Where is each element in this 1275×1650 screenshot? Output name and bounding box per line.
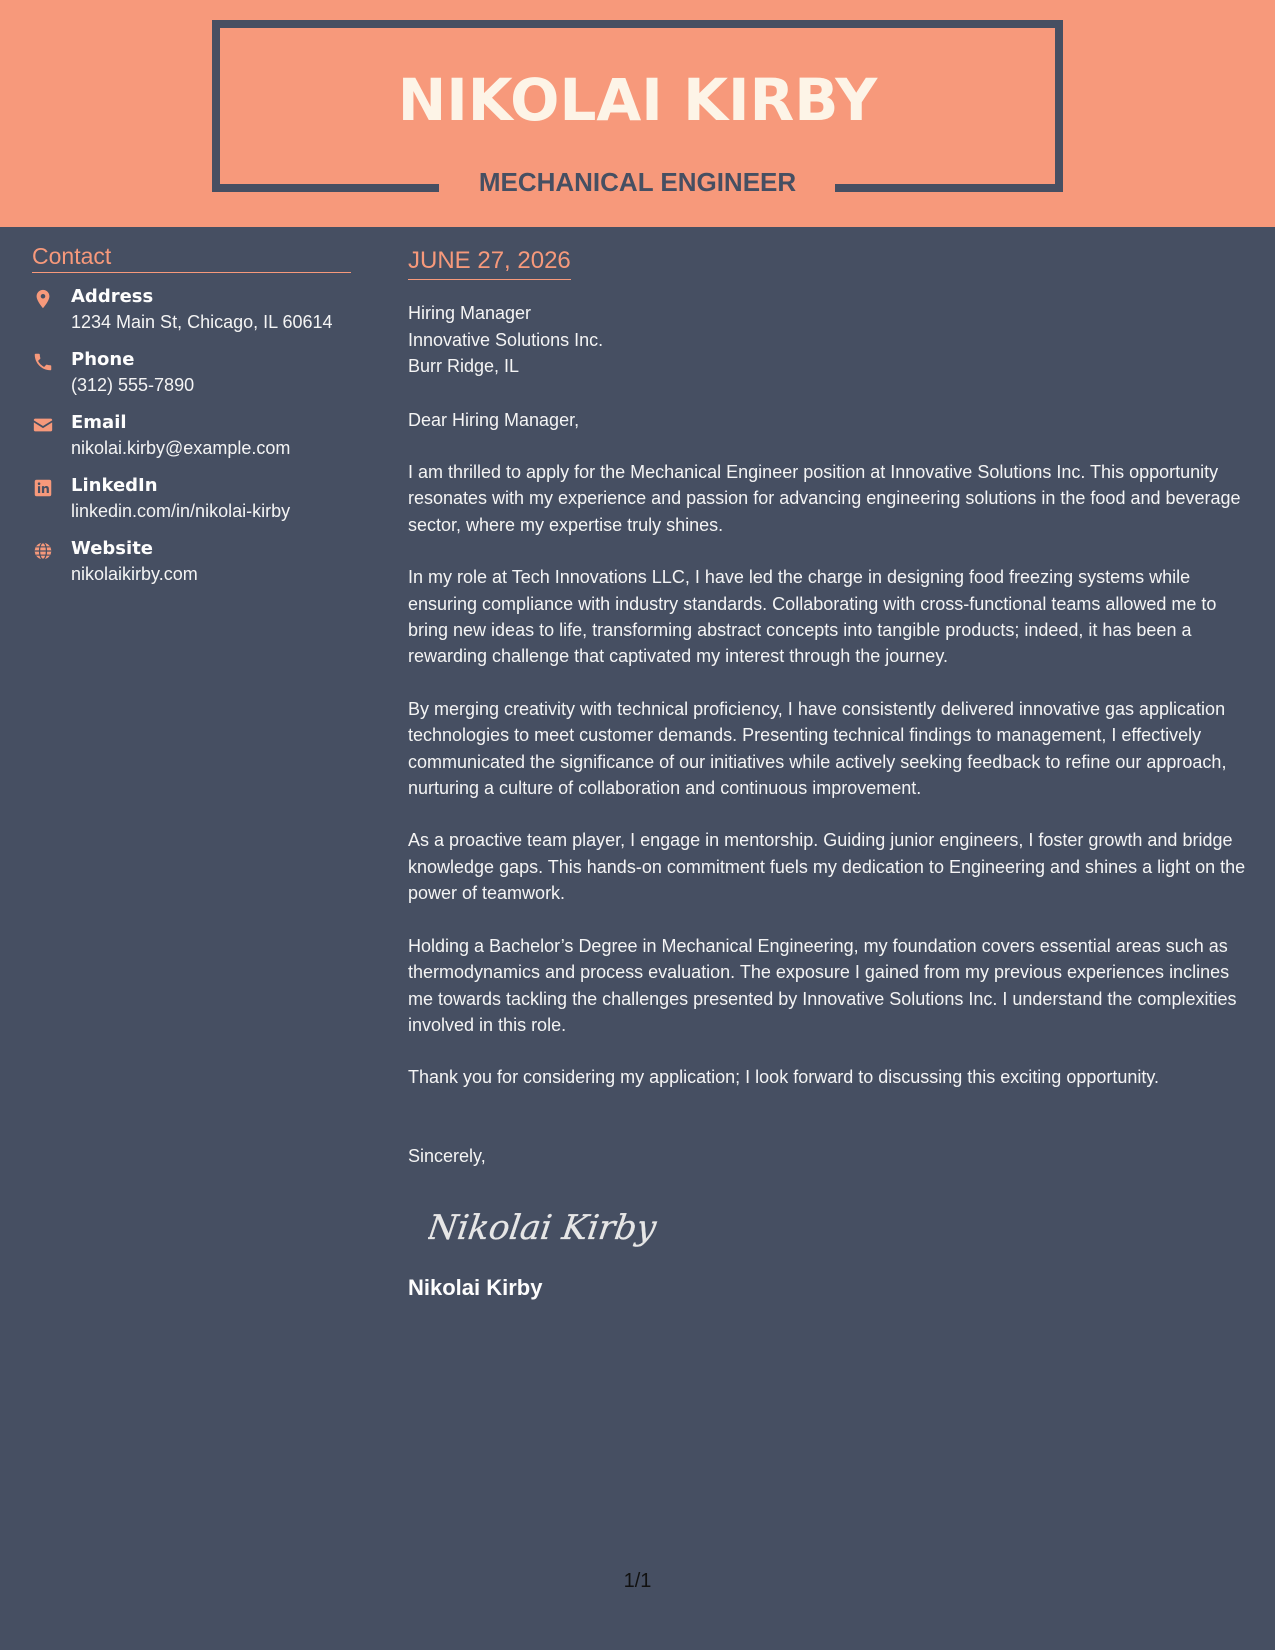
closing: Sincerely, (408, 1145, 486, 1166)
recipient-line: Hiring Manager (408, 303, 532, 323)
linkedin-icon (32, 477, 54, 499)
contact-item-phone (32, 348, 351, 411)
salutation: Dear Hiring Manager, (408, 409, 580, 430)
contact-label: LinkedIn (71, 475, 158, 496)
contact-label: Website (71, 538, 154, 559)
contact-list (32, 285, 351, 600)
letter-paragraph: In my role at Tech Innovations LLC, I have led the charge in designing food freezing systems while ensuring compliance with industry standards. Collaborating with cross-functional teams allowed me to bring new ideas to life, transforming abstract concepts into tangible products; indeed, it has been a rewarding challenge that captivated my interest through the journey. (408, 567, 1217, 667)
map-pin-icon (32, 288, 54, 310)
contact-value: (312) 555-7890 (71, 375, 195, 395)
svg-text:Nikolai Kirby: Nikolai Kirby (428, 1208, 659, 1249)
job-title: MECHANICAL ENGINEER (478, 167, 797, 197)
candidate-name: NIKOLAI KIRBY (397, 66, 878, 134)
contact-value: linkedin.com/in/nikolai-kirby (71, 501, 291, 521)
contact-sidebar (32, 242, 351, 600)
contact-heading: Contact (32, 242, 351, 273)
contact-item-website (32, 537, 351, 600)
contact-item-address (32, 285, 351, 348)
contact-item-email (32, 411, 351, 474)
letter-body (408, 244, 1248, 1302)
page-number: 1/1 (623, 1570, 652, 1592)
letter-date: JUNE 27, 2026 (408, 244, 571, 280)
letter-paragraph: As a proactive team player, I engage in mentorship. Guiding junior engineers, I foster growth and bridge knowledge gaps. This hands-on commitment fuels my dedication to Engineering and shines a light on the power of teamwork. (408, 830, 1246, 904)
signed-name: Nikolai Kirby (408, 1275, 543, 1301)
recipient-line: Burr Ridge, IL (408, 356, 520, 376)
letter-paragraph: Holding a Bachelor’s Degree in Mechanical Engineering, my foundation covers essential areas such as thermodynamics and process evaluation. The exposure I gained from my previous experiences inclines me towards tackling the challenges presented by Innovative Solutions Inc. I understand the complexities involved in this role. (408, 935, 1237, 1035)
globe-icon (32, 540, 54, 562)
handwritten-signature (428, 1199, 668, 1255)
contact-value: 1234 Main St, Chicago, IL 60614 (71, 312, 333, 332)
contact-label: Address (71, 286, 154, 307)
letter-paragraph: By merging creativity with technical proficiency, I have consistently delivered innovative gas application technologies to meet customer demands. Presenting technical findings to management, I effectively communicated the significance of our initiatives while actively seeking feedback to refine our approach, nurturing a culture of collaboration and continuous improvement. (408, 698, 1227, 799)
contact-label: Email (71, 412, 127, 433)
recipient-block (408, 300, 1248, 380)
contact-label: Phone (71, 349, 135, 370)
letter-paragraph: Thank you for considering my application; I look forward to discussing this exciting opportunity. (408, 1067, 1160, 1088)
phone-icon (32, 351, 54, 373)
contact-value: nikolaikirby.com (71, 564, 198, 584)
recipient-line: Innovative Solutions Inc. (408, 329, 604, 350)
contact-value: nikolai.kirby@example.com (71, 438, 291, 458)
letter-paragraph: I am thrilled to apply for the Mechanical Engineer position at Innovative Solutions Inc. This opportunity resonates with my experience and passion for advancing engineering solutions in the food and beverage sector, where my expertise truly shines. (408, 462, 1241, 535)
contact-item-linkedin (32, 474, 351, 537)
envelope-icon (32, 414, 54, 436)
header-banner (0, 0, 1275, 227)
